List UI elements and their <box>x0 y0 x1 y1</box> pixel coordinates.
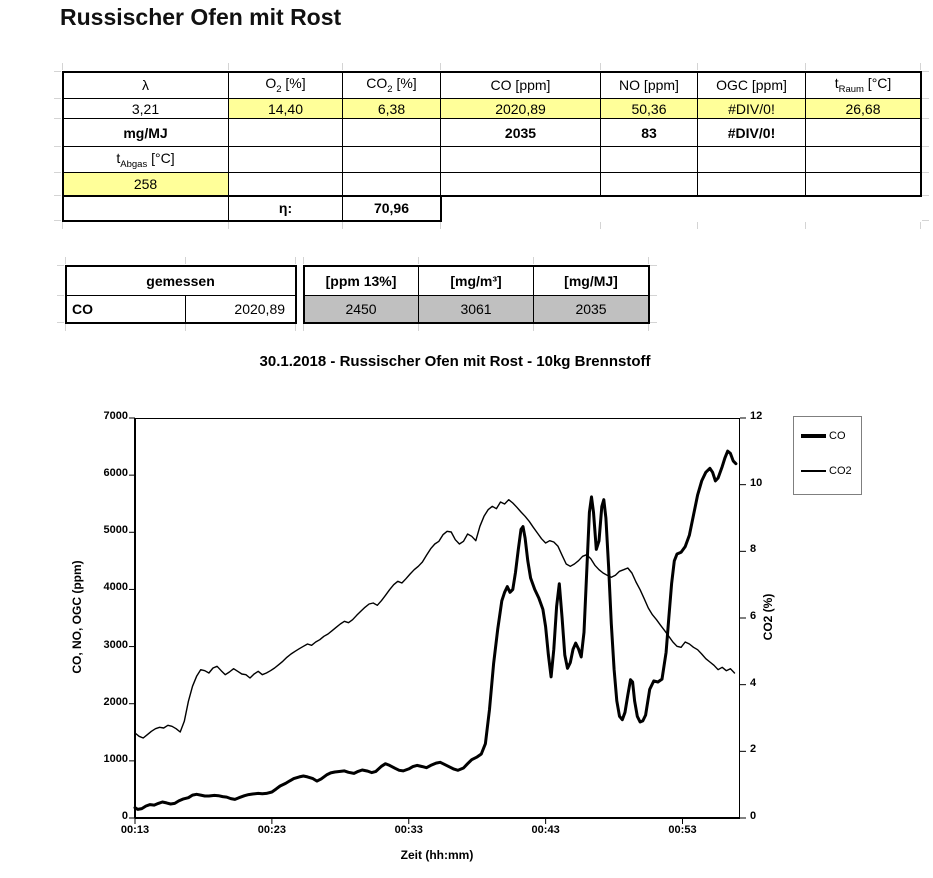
sheet-gridline-stub <box>54 195 61 196</box>
table-cell: 14,40 <box>229 99 343 119</box>
sheet-gridline-stub <box>922 172 929 173</box>
sheet-gridline-stub <box>600 63 601 70</box>
sheet-gridline-stub <box>57 322 64 323</box>
table-cell <box>698 147 806 173</box>
table-cell: $O_2$ [%] <box>229 72 343 99</box>
chart-title: 30.1.2018 - Russischer Ofen mit Rost - 10kg Brennstoff <box>259 353 651 370</box>
series-line-co <box>135 451 736 809</box>
y-axis-left-tick-label: 5000 <box>103 524 128 537</box>
series-line-co2 <box>135 500 735 738</box>
legend-item-co2 <box>794 465 861 477</box>
table-cell: 2035 <box>441 119 601 147</box>
sheet-gridline-stub <box>600 222 601 229</box>
y-axis-right-tick-label: 8 <box>750 543 757 556</box>
sheet-gridline-stub <box>342 222 343 229</box>
sheet-gridline-stub <box>650 295 657 296</box>
y-axis-right-tick-label: 0 <box>750 810 757 822</box>
sheet-gridline-stub <box>62 63 63 70</box>
y-axis-left-tick-label: 3000 <box>103 638 128 651</box>
sheet-gridline-stub <box>295 257 296 264</box>
sheet-gridline-stub <box>54 172 61 173</box>
sheet-gridline-stub <box>65 257 66 264</box>
table-cell: NO [ppm] <box>601 72 698 99</box>
table-cell: #DIV/0! <box>698 99 806 119</box>
table-cell: 2020,89 <box>441 99 601 119</box>
y-axis-left-title: CO, NO, OGC (ppm) <box>70 560 84 674</box>
sheet-gridline-stub <box>303 324 304 331</box>
sheet-gridline-stub <box>54 98 61 99</box>
x-axis-tick-label: 00:33 <box>394 824 423 836</box>
table-cell: 50,36 <box>601 99 698 119</box>
table-cell: #DIV/0! <box>698 119 806 147</box>
y-axis-left-tick-label: 6000 <box>103 467 128 480</box>
table-cell <box>343 147 441 173</box>
sheet-gridline-stub <box>922 118 929 119</box>
sheet-gridline-stub <box>648 324 649 331</box>
results-table <box>62 71 921 221</box>
page-title: Russischer Ofen mit Rost <box>60 4 342 30</box>
table-cell: η: <box>229 196 343 221</box>
sheet-gridline-stub <box>57 265 64 266</box>
table-cell <box>441 173 601 196</box>
table-cell: 70,96 <box>343 196 441 221</box>
table-cell <box>601 147 698 173</box>
chart-plot-area <box>135 418 740 818</box>
table-cell: CO <box>66 296 186 323</box>
sheet-gridline-stub <box>54 146 61 147</box>
sheet-gridline-stub <box>342 63 343 70</box>
co-line-sample-icon <box>801 434 826 438</box>
y-axis-right-tick-label: 12 <box>750 410 763 422</box>
table-cell <box>63 196 229 221</box>
table-cell: mg/MJ <box>63 119 229 147</box>
table-cell: 83 <box>601 119 698 147</box>
table-cell <box>296 296 304 323</box>
sheet-gridline-stub <box>922 220 929 221</box>
sheet-gridline-stub <box>57 295 64 296</box>
sheet-gridline-stub <box>65 324 66 331</box>
sheet-gridline-stub <box>54 71 61 72</box>
sheet-gridline-stub <box>303 257 304 264</box>
table-cell <box>698 173 806 196</box>
co2-line-sample-icon <box>801 470 826 472</box>
sheet-gridline-stub <box>648 257 649 264</box>
table-cell <box>229 173 343 196</box>
sheet-gridline-stub <box>922 98 929 99</box>
x-axis-tick-label: 00:43 <box>531 824 560 836</box>
table-cell <box>806 173 921 196</box>
chart-plot-svg <box>135 418 740 818</box>
y-axis-right-tick-label: 10 <box>750 476 763 489</box>
sheet-gridline-stub <box>533 257 534 264</box>
x-axis-title: Zeit (hh:mm) <box>400 848 474 862</box>
sheet-gridline-stub <box>805 63 806 70</box>
sheet-gridline-stub <box>440 222 441 229</box>
sheet-gridline-stub <box>697 222 698 229</box>
table-cell: $t_{Abgas}$ [°C] <box>63 147 229 173</box>
sheet-gridline-stub <box>228 222 229 229</box>
x-axis-tick-label: 00:23 <box>257 824 286 836</box>
table-cell: [mg/m³] <box>419 266 534 296</box>
table-cell: 2035 <box>534 296 649 323</box>
table-cell: gemessen <box>66 266 296 296</box>
sheet-gridline-stub <box>295 324 296 331</box>
sheet-gridline-stub <box>920 63 921 70</box>
sheet-gridline-stub <box>54 220 61 221</box>
table-cell <box>441 147 601 173</box>
y-axis-left-tick-label: 2000 <box>103 695 128 708</box>
legend-item-co <box>794 430 861 442</box>
y-axis-right-tick-label: 4 <box>750 676 757 689</box>
sheet-gridline-stub <box>228 63 229 70</box>
sheet-gridline-stub <box>62 222 63 229</box>
sheet-gridline-stub <box>440 63 441 70</box>
table-cell: $CO_2$ [%] <box>343 72 441 99</box>
sheet-gridline-stub <box>418 324 419 331</box>
table-cell: OGC [ppm] <box>698 72 806 99</box>
table-cell: CO [ppm] <box>441 72 601 99</box>
sheet-gridline-stub <box>533 324 534 331</box>
table-cell: [mg/MJ] <box>534 266 649 296</box>
table-cell <box>806 147 921 173</box>
sheet-gridline-stub <box>650 322 657 323</box>
y-axis-left-tick-label: 7000 <box>103 410 128 422</box>
chart-legend <box>793 416 862 495</box>
table-cell: 258 <box>63 173 229 196</box>
table-cell: 26,68 <box>806 99 921 119</box>
table-cell: 2020,89 <box>186 296 296 323</box>
table-cell <box>229 147 343 173</box>
y-axis-left-tick-label: 4000 <box>103 581 128 594</box>
table-cell <box>343 119 441 147</box>
sheet-gridline-stub <box>805 222 806 229</box>
table-cell <box>343 173 441 196</box>
table-cell: 3,21 <box>63 99 229 119</box>
table-cell: 6,38 <box>343 99 441 119</box>
table-cell <box>229 119 343 147</box>
sheet-gridline-stub <box>922 195 929 196</box>
sheet-gridline-stub <box>185 257 186 264</box>
sheet-gridline-stub <box>697 63 698 70</box>
table-cell: 3061 <box>419 296 534 323</box>
y-axis-left-tick-label: 0 <box>121 810 128 822</box>
sheet-gridline-stub <box>920 222 921 229</box>
sheet-gridline-stub <box>185 324 186 331</box>
y-axis-right-title: CO2 (%) <box>761 593 775 641</box>
y-axis-right-tick-label: 6 <box>750 610 757 622</box>
table-cell <box>601 173 698 196</box>
sheet-gridline-stub <box>922 71 929 72</box>
sheet-gridline-stub <box>650 265 657 266</box>
x-axis-tick-label: 00:13 <box>120 824 150 836</box>
emissions-table <box>65 265 649 323</box>
plot-border <box>136 419 740 818</box>
x-axis-tick-label: 00:53 <box>668 824 697 836</box>
table-cell: λ <box>63 72 229 99</box>
table-cell <box>296 266 304 296</box>
table-cell: $t_{Raum}$ [°C] <box>806 72 921 99</box>
table-cell: 2450 <box>304 296 419 323</box>
y-axis-left-tick-label: 1000 <box>103 752 128 765</box>
table-cell <box>806 119 921 147</box>
y-axis-right-tick-label: 2 <box>750 743 757 756</box>
table-cell: [ppm 13%] <box>304 266 419 296</box>
sheet-gridline-stub <box>418 257 419 264</box>
sheet-gridline-stub <box>54 118 61 119</box>
sheet-gridline-stub <box>922 146 929 147</box>
legend-label-co2: CO2 <box>829 465 852 477</box>
legend-label-co: CO <box>829 430 846 442</box>
